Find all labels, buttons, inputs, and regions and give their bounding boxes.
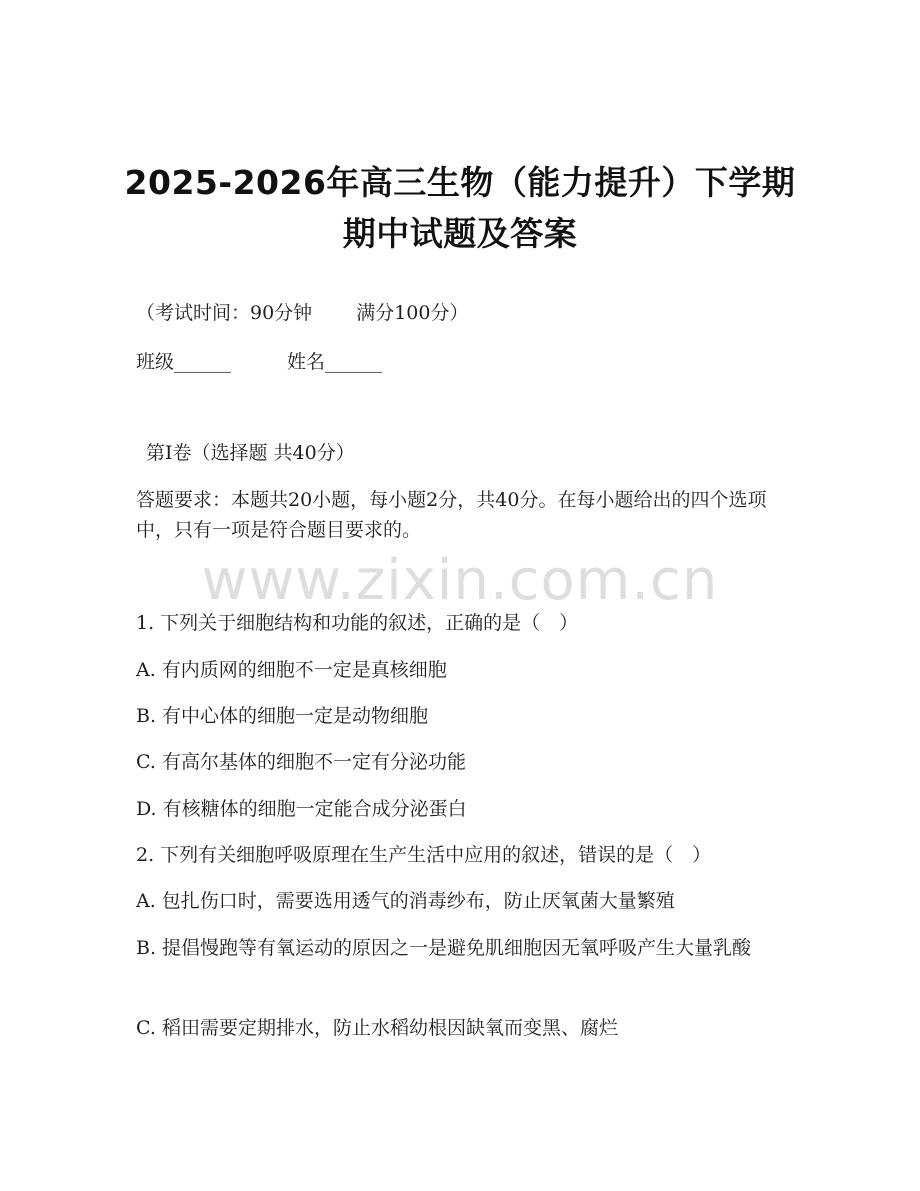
watermark: www.zixin.com.cn <box>201 548 719 613</box>
question-stem: 2. 下列有关细胞呼吸原理在生产生活中应用的叙述，错误的是（ ） <box>136 844 712 866</box>
question-option: A. 包扎伤口时，需要选用透气的消毒纱布，防止厌氧菌大量繁殖 <box>136 890 675 912</box>
section-title: 第I卷（选择题 共40分） <box>146 442 355 464</box>
exam-info <box>136 298 468 328</box>
answer-requirement: 答题要求：本题共20小题，每小题2分，共40分。在每小题给出的四个选项中，只有一项是符合题目要求的。 <box>136 489 767 541</box>
question-option: B. 有中心体的细胞一定是动物细胞 <box>136 705 429 727</box>
page-title-line-2: 期中试题及答案 <box>342 214 578 253</box>
student-info <box>136 347 382 377</box>
question-option: D. 有核糖体的细胞一定能合成分泌蛋白 <box>136 798 467 820</box>
question-stem: 1. 下列关于细胞结构和功能的叙述，正确的是（ ） <box>136 612 579 634</box>
question-option: A. 有内质网的细胞不一定是真核细胞 <box>136 659 447 681</box>
exam-time: （考试时间：90分钟 <box>136 302 313 324</box>
question-option: C. 稻田需要定期排水，防止水稻幼根因缺氧而变黑、腐烂 <box>136 1017 618 1039</box>
question-option: C. 有高尔基体的细胞不一定有分泌功能 <box>136 751 466 773</box>
class-field: 班级______ <box>136 351 232 373</box>
name-field: 姓名______ <box>287 351 383 373</box>
question-option: B. 提倡慢跑等有氧运动的原因之一是避免肌细胞因无氧呼吸产生大量乳酸 <box>136 937 752 959</box>
page-title-line-1: 2025-2026年高三生物（能力提升）下学期 <box>124 163 796 202</box>
exam-score: 满分100分） <box>356 302 469 324</box>
